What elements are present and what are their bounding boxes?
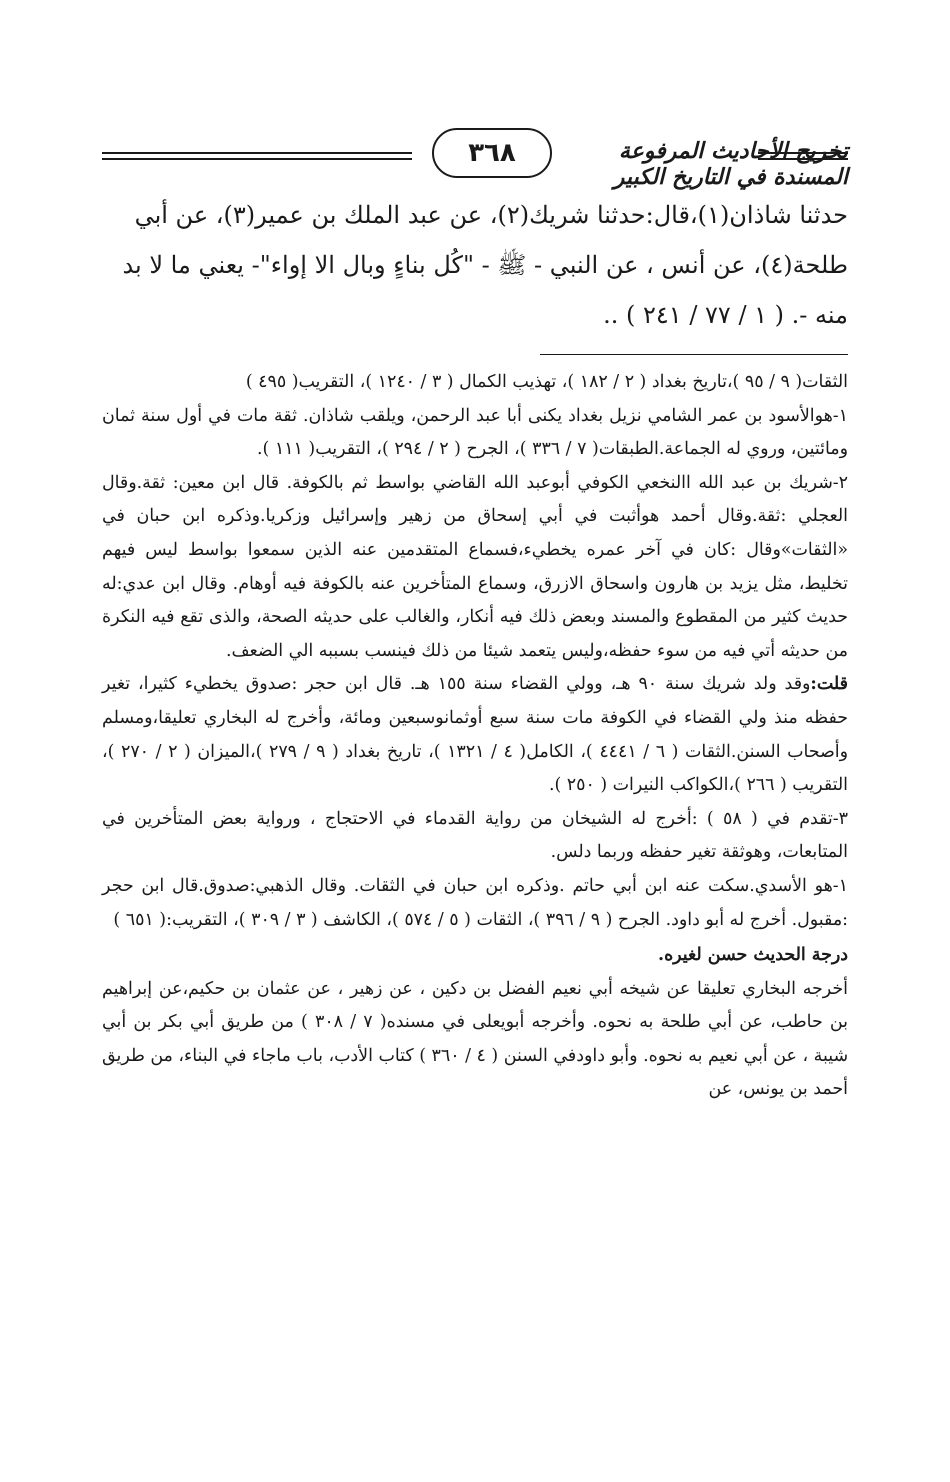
footnote-continuation: الثقات( ٩ / ٩٥ )،تاريخ بغداد ( ٢ / ١٨٢ )، تهذيب الكمال ( ٣ / ١٢٤٠ )، التقريب( ٤٩٥ ) — [245, 372, 848, 392]
running-title: تخريج الأحاديث المرفوعة المسندة في التاريخ الكبير — [613, 138, 848, 190]
footnote-marker: ١- — [832, 875, 848, 896]
footnote-1 — [102, 400, 848, 467]
running-header — [102, 128, 848, 190]
footnote-marker: ١- — [832, 405, 848, 426]
footnotes — [102, 366, 848, 1107]
footnote-text: شريك بن عبد الله االنخعي الكوفي أبوعبد الله القاضي بواسط ثم بالكوفة. قال ابن معين: ثقة.وقال العجلي :ثقة.وقال أحمد هوأثبت في أبي إسحاق من زهير وإسرائيل وزكريا.وذكره ابن حبان في «الثقات»وقال :كان في آخر عمره يخطيء،فسماع المتقدمين عنه الذين سمعوا بواسط ليس فيهم تخليط، مثل يزيد بن هارون واسحاق الازرق، وسماع المتأخرين عنه بالكوفة فيه أوهام. وقال ابن عدي:له حديث كثير من المقطوع والمسند وبعض ذلك فيه أنكار، والغالب على حديثه الصحة، والذى تقع فيه النكرة من حديثه أتي فيه من سوء حفظه،وليس يتعمد شيئا من ذلك فينسب بسببه الي الضعف. — [102, 472, 848, 661]
footnote-3 — [102, 803, 848, 870]
footnote-separator — [540, 354, 848, 355]
qult-text: وقد ولد شريك سنة ٩٠ هـ، وولي القضاء سنة ١٥٥ هـ. قال ابن حجر :صدوق يخطيء كثيرا، تغير حفظه منذ ولي القضاء في الكوفة مات سنة سبع أوثمانوسبعين ومائة، وأخرج له البخاري تعليقا،ومسلم وأصحاب السنن.الثقات ( ٦ / ٤٤٤١ )، الكامل( ٤ / ١٣٢١ )، تاريخ بغداد ( ٩ / ٢٧٩ )،الميزان ( ٢ / ٢٧٠ )، التقريب ( ٢٦٦ )،الكواكب النيرات ( ٢٥٠ ). — [102, 674, 849, 796]
header-rule-left-2 — [102, 158, 412, 160]
hadith-line-1: حدثنا شاذان(١)،قال:حدثنا شريك(٢)، عن عبد الملك بن عمير(٣)، عن أبي — [134, 201, 848, 229]
footnote-4 — [102, 870, 848, 937]
footnote-2-comment — [102, 668, 848, 802]
grade-text: أخرجه البخاري تعليقا عن شيخه أبي نعيم الفضل بن دكين ، عن زهير ، عن عثمان بن حكيم،عن إبراهيم بن حاطب، عن أبي طلحة به نحوه. وأخرجه أبويعلى في مسنده( ٧ / ٣٠٨ ) من طريق أبي بكر بن أبي شيبة ، عن أبي نعيم به نحوه. وأبو داودفي السنن ( ٤ / ٣٦٠ ) كتاب الأدب، باب ماجاء في البناء، من طريق أحمد بن يونس، عن — [102, 978, 849, 1100]
footnote-text: تقدم في ( ٥٨ ) :أخرج له الشيخان من رواية القدماء في الاحتجاج ، ورواية بعض المتأخرين في المتابعات، وهوثقة تغير حفظه وربما دلس. — [102, 808, 848, 863]
grade-heading: درجة الحديث حسن لغيره. — [658, 945, 848, 966]
hadith-line-3: منه -. ( ١ / ٧٧ / ٢٤١ ) .. — [603, 301, 848, 329]
footnote-text: هوالأسود بن عمر الشامي نزيل بغداد يكنى أبا عبد الرحمن، ويلقب شاذان. ثقة مات في أول سنة ثمان ومائتين، وروي له الجماعة.الطبقات( ٧ / ٣٣٦ )، الجرح ( ٢ / ٢٩٤ )، التقريب( ١١١ ). — [102, 405, 848, 460]
footnote-marker: ٢- — [832, 472, 848, 493]
hadith-text — [102, 190, 848, 340]
footnote-2 — [102, 467, 848, 669]
footnote-marker: ٣- — [832, 808, 848, 829]
hadith-line-2: طلحة(٤)، عن أنس ، عن النبي - ﷺ - "كُل بناءٍ وبال الا إواء"- يعني ما لا بد — [122, 251, 848, 279]
qult-label: قلت: — [810, 674, 848, 695]
footnote-text: هو الأسدي.سكت عنه ابن أبي حاتم .وذكره ابن حبان في الثقات. وقال الذهبي:صدوق.قال ابن حجر :مقبول. أخرج له أبو داود. الجرح ( ٩ / ٣٩٦ )، الثقات ( ٥ / ٥٧٤ )، الكاشف ( ٣ / ٣٠٩ )، التقريب:( ٦٥١ ) — [102, 875, 848, 930]
page-number-badge: ٣٦٨ — [432, 128, 552, 178]
header-rule-left — [102, 152, 412, 154]
